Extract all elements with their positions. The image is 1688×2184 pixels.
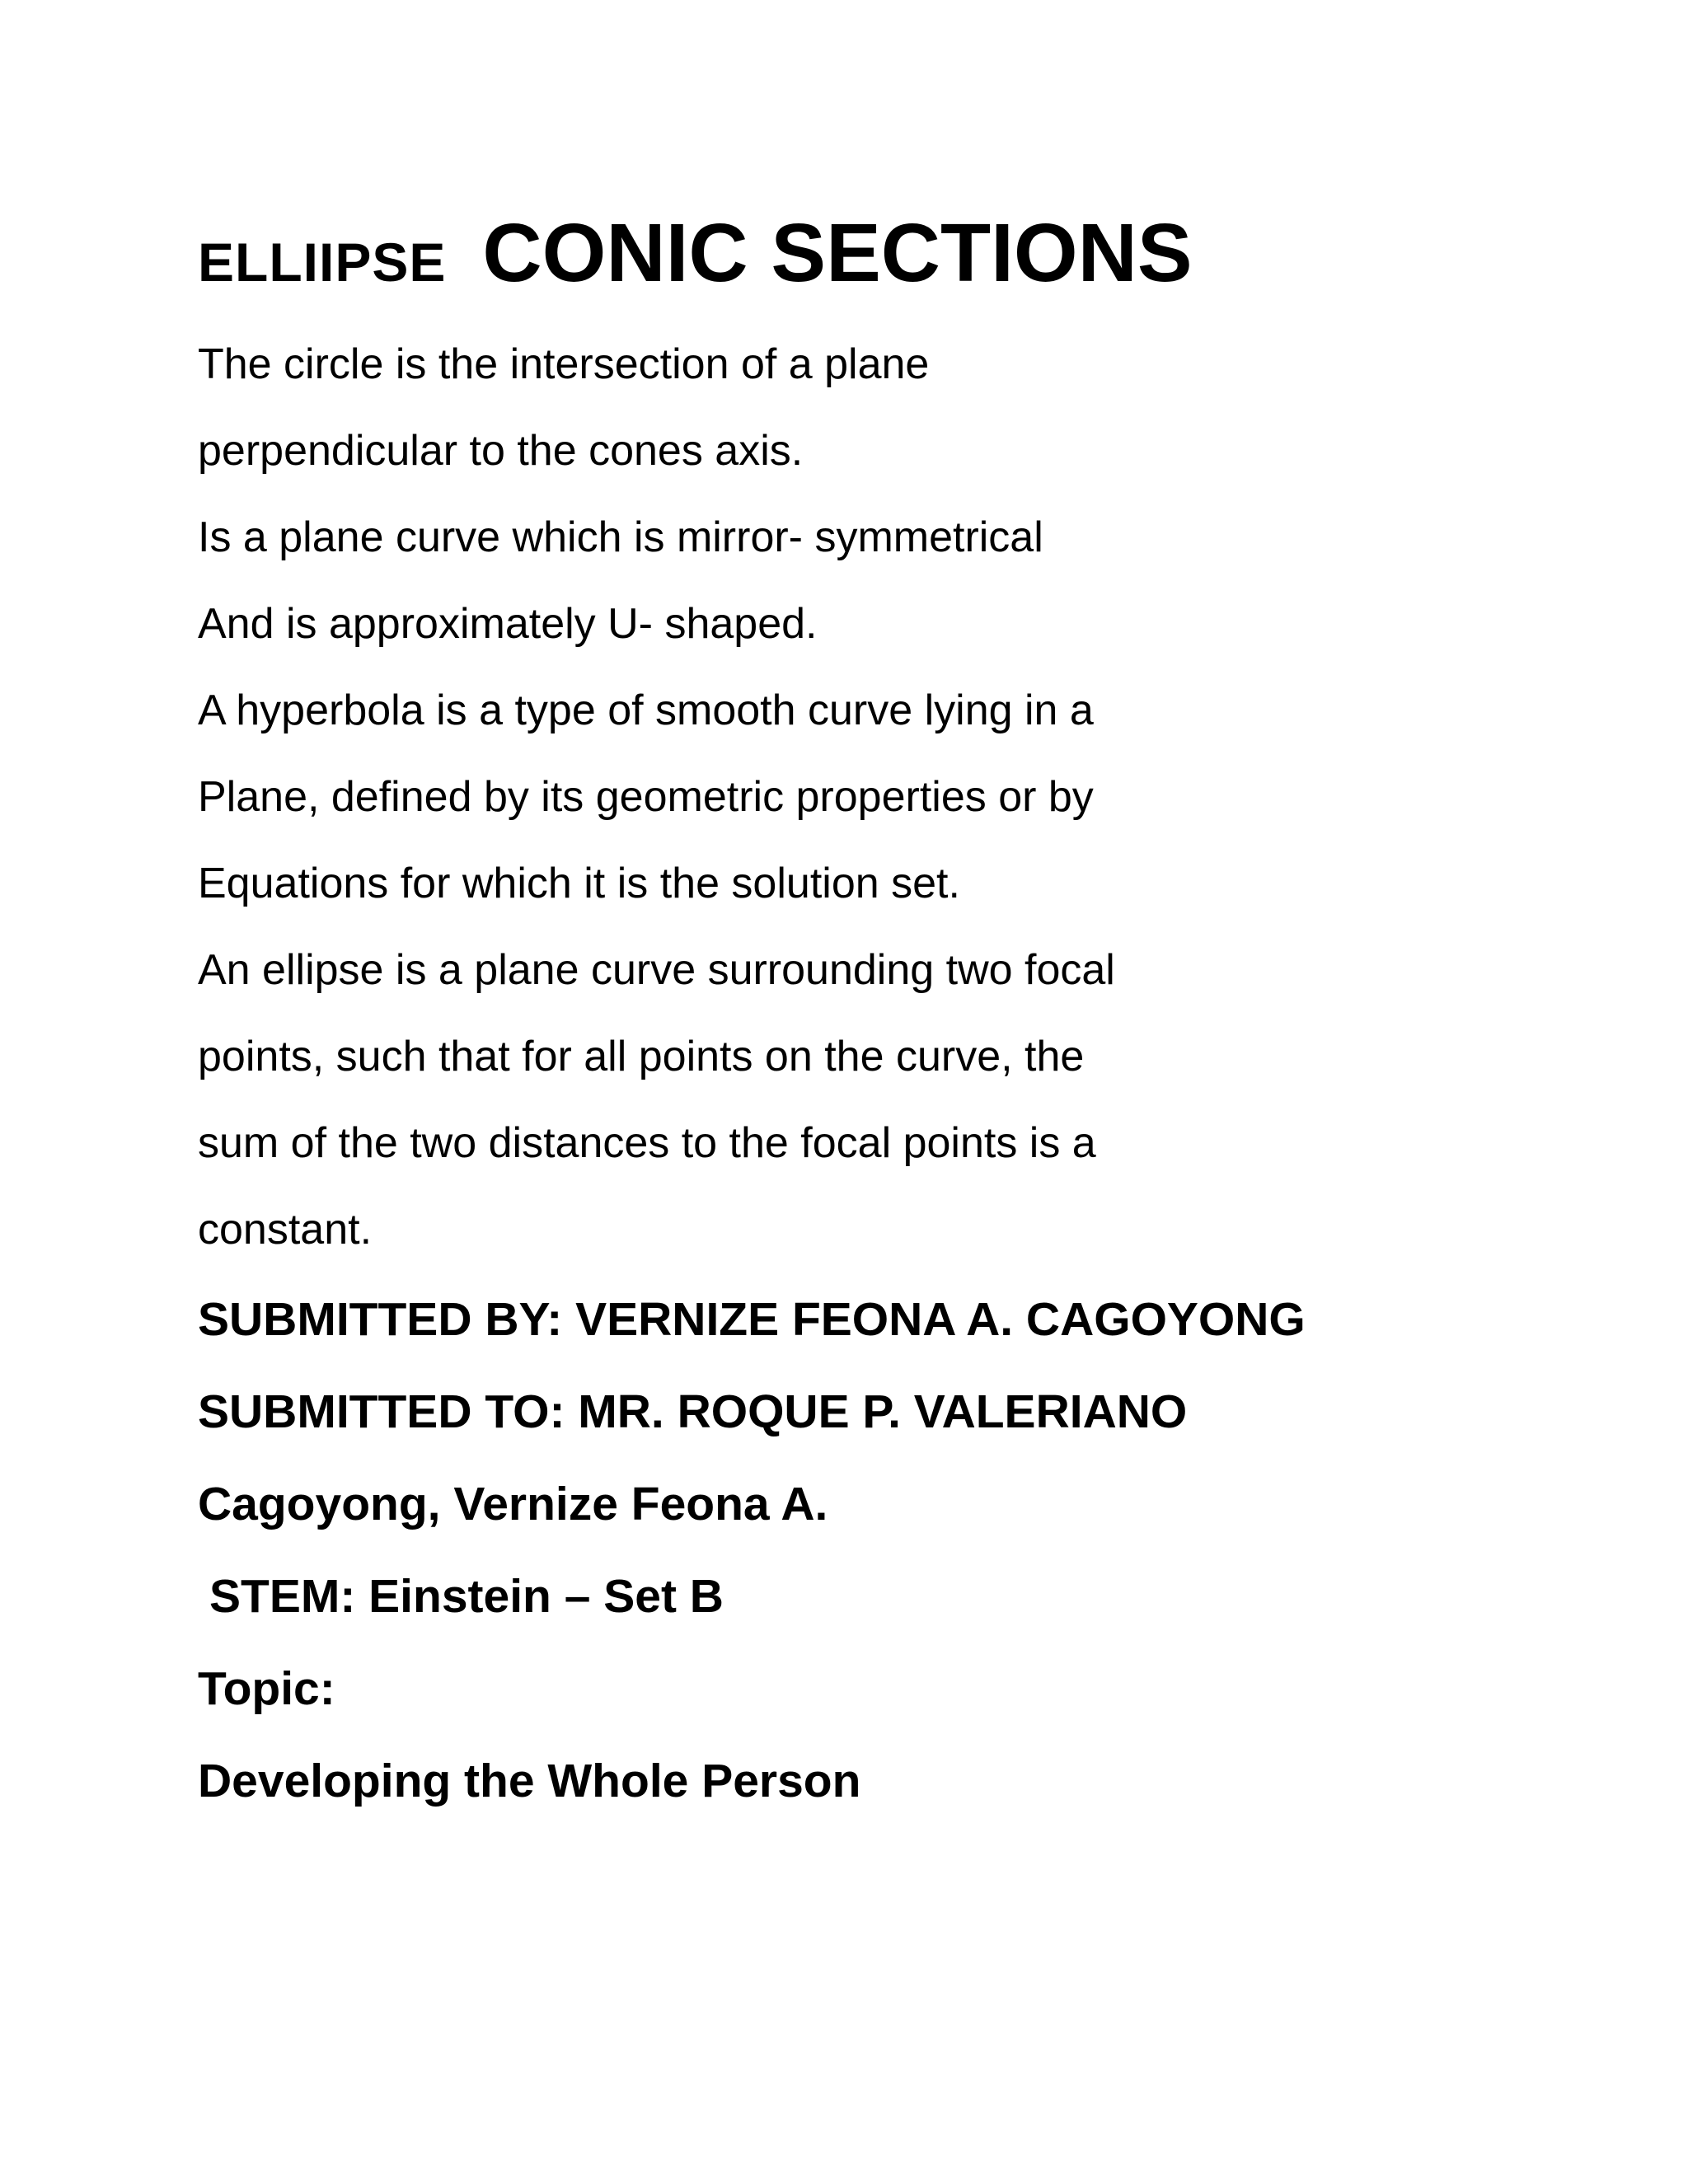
body-line: An ellipse is a plane curve surrounding two focal	[198, 946, 1115, 994]
body-line: perpendicular to the cones axis.	[198, 427, 804, 475]
student-section: STEM: Einstein – Set B	[209, 1570, 724, 1623]
page-title	[198, 206, 1558, 321]
body-line: A hyperbola is a type of smooth curve lying in a	[198, 687, 1094, 734]
submitted-to: SUBMITTED TO: MR. ROQUE P. VALERIANO	[198, 1385, 1188, 1438]
document-content	[198, 206, 1558, 1827]
body-line: Is a plane curve which is mirror- symmetrical	[198, 513, 1043, 561]
body-line: sum of the two distances to the focal points is a	[198, 1119, 1096, 1167]
title-ellipse: ELLIIPSE	[198, 232, 447, 293]
body-line: points, such that for all points on the curve, the	[198, 1033, 1085, 1080]
submission-block	[198, 1273, 1558, 1827]
body-line: Plane, defined by its geometric properties or by	[198, 773, 1094, 821]
title-conic-sections: CONIC SECTIONS	[482, 207, 1193, 299]
body-line: Equations for which it is the solution set.	[198, 860, 960, 907]
body-text	[198, 321, 1558, 1273]
topic-label: Topic:	[198, 1662, 335, 1715]
body-line: And is approximately U- shaped.	[198, 600, 818, 648]
submitted-by: SUBMITTED BY: VERNIZE FEONA A. CAGOYONG	[198, 1293, 1306, 1346]
body-line: constant.	[198, 1206, 373, 1254]
student-name: Cagoyong, Vernize Feona A.	[198, 1478, 828, 1530]
topic-value: Developing the Whole Person	[198, 1755, 861, 1807]
body-line: The circle is the intersection of a plane	[198, 340, 930, 388]
